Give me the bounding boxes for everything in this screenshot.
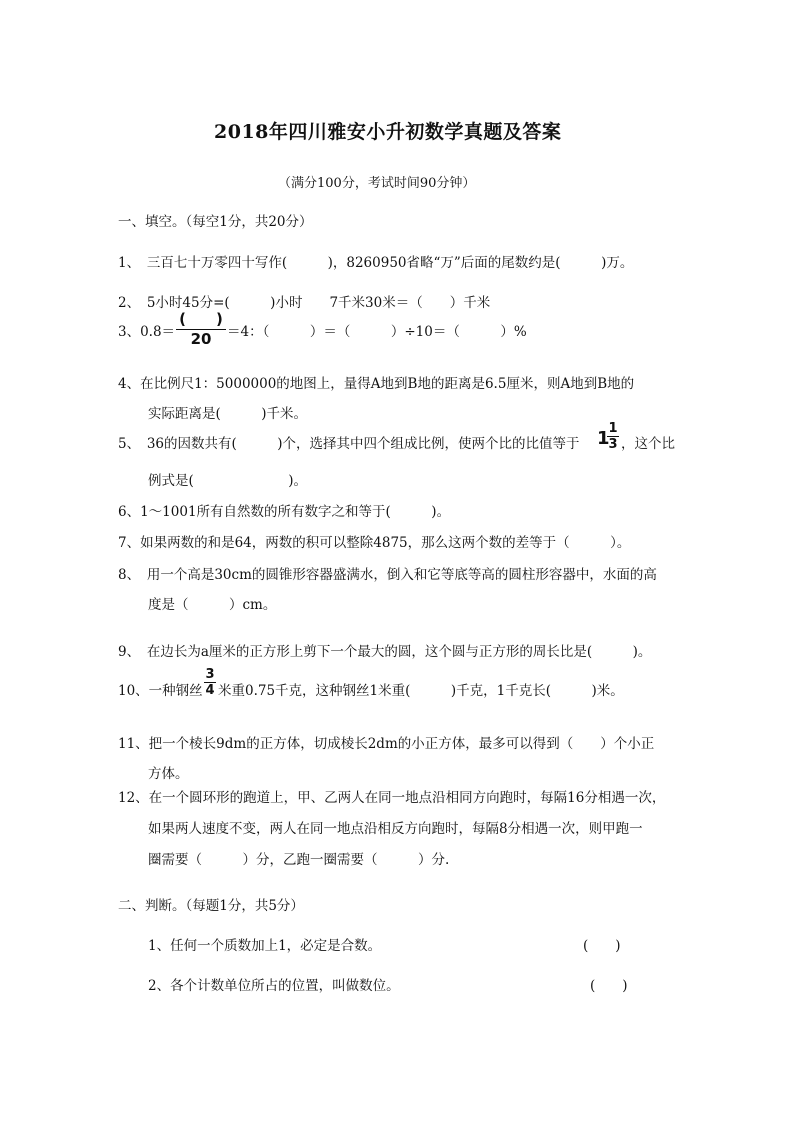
mixed-number-fraction xyxy=(607,422,619,451)
question-2: 2、 5小时45分=( )小时 7千米30米＝（ ）千米 xyxy=(118,295,491,311)
fraction-denominator: 20 xyxy=(190,330,212,348)
judge-answer-2: ( ) xyxy=(590,978,628,994)
fraction-denominator: 4 xyxy=(205,683,215,698)
question-3-prefix: 3、0.8＝ xyxy=(118,324,176,340)
question-7: 7、如果两数的和是64，两数的积可以整除4875，那么这两个数的差等于（ ）。 xyxy=(118,535,631,551)
question-10-fraction xyxy=(204,668,216,697)
question-3-fraction xyxy=(176,312,226,347)
question-12-line2: 如果两人速度不变，两人在同一地点沿相反方向跑时，每隔8分相遇一次，则甲跑一 xyxy=(148,821,643,837)
judge-question-1: 1、任何一个质数加上1，必定是合数。 xyxy=(148,938,382,954)
fraction-numerator: 1 xyxy=(608,421,618,436)
mixed-number-whole: 1 xyxy=(597,428,610,449)
page-subtitle: （满分100分，考试时间90分钟） xyxy=(278,176,476,191)
judge-question-2: 2、各个计数单位所占的位置，叫做数位。 xyxy=(148,978,400,994)
question-10-suffix: 米重0.75千克，这种钢丝1米重( )千克，1千克长( )米。 xyxy=(218,683,624,699)
question-10-prefix: 10、一种钢丝 xyxy=(118,683,203,699)
question-11-line2: 方体。 xyxy=(148,766,189,782)
question-8-line1: 8、 用一个高是30cm的圆锥形容器盛满水，倒入和它等底等高的圆柱形容器中，水面的高 xyxy=(118,567,657,583)
question-11-line1: 11、把一个棱长9dm的正方体，切成棱长2dm的小正方体，最多可以得到（ ）个小正 xyxy=(118,736,655,752)
section1-heading: 一、填空。（每空1分，共20分） xyxy=(118,214,313,230)
question-9: 9、 在边长为a厘米的正方形上剪下一个最大的圆，这个圆与正方形的周长比是( )。 xyxy=(118,644,652,660)
question-5-line2: 例式是( )。 xyxy=(148,473,308,489)
fraction-numerator: ( ) xyxy=(179,310,223,328)
question-1: 1、 三百七十万零四十写作( )，8260950省略“万”后面的尾数约是( )万。 xyxy=(118,255,634,271)
question-5-suffix: ，这个比 xyxy=(621,436,675,452)
judge-answer-1: ( ) xyxy=(583,938,621,954)
page-title: 2018年四川雅安小升初数学真题及答案 xyxy=(214,121,562,143)
question-12-line1: 12、在一个圆环形的跑道上，甲、乙两人在同一地点沿相同方向跑时，每隔16分相遇一次， xyxy=(118,790,666,806)
question-3-suffix: ＝4：（ ）＝（ ）÷10＝（ ）% xyxy=(227,324,527,340)
question-5-prefix: 5、 36的因数共有( )个，选择其中四个组成比例，使两个比的比值等于 xyxy=(118,436,580,452)
question-4-line2: 实际距离是( )千米。 xyxy=(148,406,308,422)
fraction-denominator: 3 xyxy=(608,437,618,452)
question-6: 6、1～1001所有自然数的所有数字之和等于( )。 xyxy=(118,504,451,520)
question-4-line1: 4、在比例尺1：5000000的地图上，量得A地到B地的距离是6.5厘米，则A地到B地的 xyxy=(118,376,635,392)
fraction-numerator: 3 xyxy=(205,667,215,682)
question-12-line3: 圈需要（ ）分，乙跑一圈需要（ ）分. xyxy=(148,852,450,868)
section2-heading: 二、判断。（每题1分，共5分） xyxy=(118,898,304,914)
question-8-line2: 度是（ ）cm。 xyxy=(148,597,277,613)
